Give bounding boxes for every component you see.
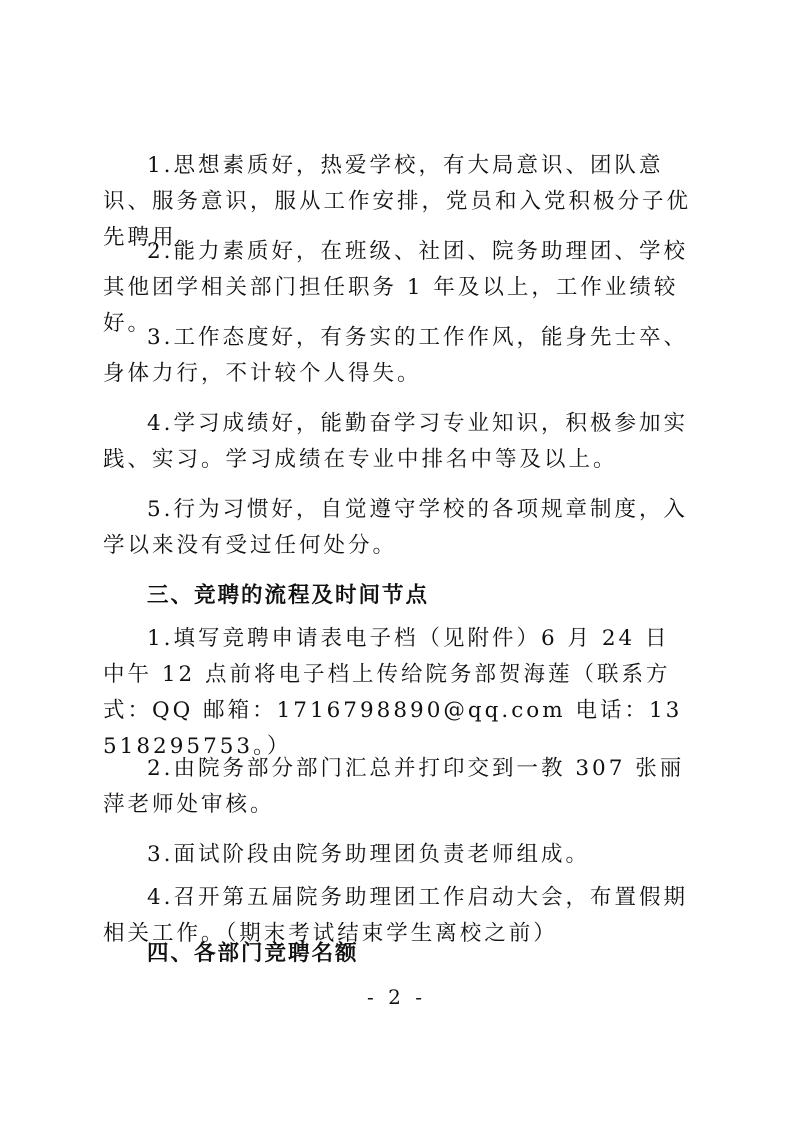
process-step-1: 1.填写竞聘申请表电子档（见附件）6 月 24 日中午 12 点前将电子档上传给院务部贺海莲（联系方式：QQ 邮箱：1716798890@qq.com 电话：13518295753。） xyxy=(103,626,683,759)
requirement-5: 5.行为习惯好，自觉遵守学校的各项规章制度，入学以来没有受过任何处分。 xyxy=(103,497,689,558)
requirement-4: 4.学习成绩好，能勤奋学习专业知识，积极参加实践、实习。学习成绩在专业中排名中等及以上。 xyxy=(103,411,689,472)
requirement-3: 3.工作态度好，有务实的工作作风，能身先士卒、身体力行，不计较个人得失。 xyxy=(103,325,689,386)
section-heading-4: 四、各部门竞聘名额 xyxy=(147,941,359,966)
requirement-2: 2.能力素质好，在班级、社团、院务助理团、学校其他团学相关部门担任职务 1 年及以上，工作业绩较好。 xyxy=(103,239,689,336)
section-heading-3: 三、竞聘的流程及时间节点 xyxy=(147,583,430,608)
requirement-1: 1.思想素质好，热爱学校，有大局意识、团队意识、服务意识，服从工作安排，党员和入党积极分子优先聘用。 xyxy=(103,153,692,250)
process-step-4: 4.召开第五届院务助理团工作启动大会，布置假期相关工作。（期末考试结束学生离校之前） xyxy=(103,885,689,946)
process-step-2: 2.由院务部分部门汇总并打印交到一教 307 张丽萍老师处审核。 xyxy=(103,756,685,817)
page-number: - 2 - xyxy=(367,985,426,1009)
process-step-3: 3.面试阶段由院务助理团负责老师组成。 xyxy=(147,842,591,867)
